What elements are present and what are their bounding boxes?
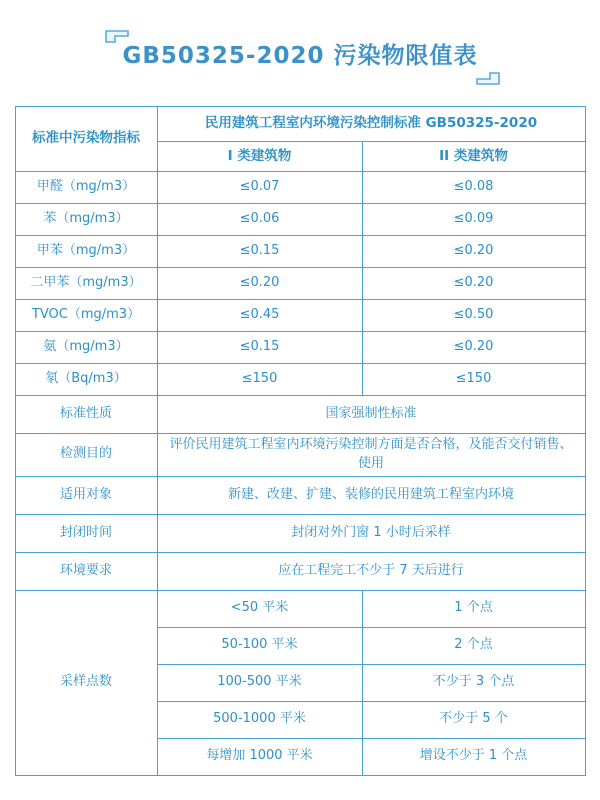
pollutant-name: 氨（mg/m3）: [15, 331, 157, 363]
info-label: 环境要求: [15, 552, 157, 590]
info-label: 标准性质: [15, 395, 157, 433]
limit-class1: ≤0.15: [157, 331, 362, 363]
sampling-area: 每增加 1000 平米: [157, 738, 362, 775]
pollutant-name: 苯（mg/m3）: [15, 203, 157, 235]
title-corner-bracket-icon: [105, 30, 129, 43]
table-row-toluene: [15, 235, 585, 267]
limit-class2: ≤0.20: [362, 235, 585, 267]
sampling-area: 500-1000 平米: [157, 701, 362, 738]
pollutant-name: 甲苯（mg/m3）: [15, 235, 157, 267]
table-row-test-purpose: [15, 433, 585, 476]
limit-class1: ≤0.45: [157, 299, 362, 331]
table-row-tvoc: [15, 299, 585, 331]
sampling-points: 不少于 3 个点: [362, 664, 585, 701]
page-title-container: [121, 38, 480, 76]
sampling-area: <50 平米: [157, 590, 362, 627]
sampling-label-cell: 采样点数: [15, 590, 157, 775]
table-header-row: [15, 106, 585, 141]
table-row-closure-time: [15, 514, 585, 552]
pollutant-name: 二甲苯（mg/m3）: [15, 267, 157, 299]
sampling-points: 增设不少于 1 个点: [362, 738, 585, 775]
pollutant-limits-table: [15, 106, 586, 776]
table-row-sampling-1: [15, 590, 585, 627]
limit-class2: ≤0.20: [362, 267, 585, 299]
sampling-points: 2 个点: [362, 627, 585, 664]
info-value: 应在工程完工不少于 7 天后进行: [157, 552, 585, 590]
limit-class2: ≤150: [362, 363, 585, 395]
header-indicator-cell: 标准中污染物指标: [15, 106, 157, 171]
table-row-ammonia: [15, 331, 585, 363]
pollutant-name: 氡（Bq/m3）: [15, 363, 157, 395]
title-corner-bracket-icon: [476, 72, 500, 85]
info-label: 封闭时间: [15, 514, 157, 552]
info-value: 评价民用建筑工程室内环境污染控制方面是否合格，及能否交付销售、使用: [157, 433, 585, 476]
limit-class1: ≤150: [157, 363, 362, 395]
page-title: GB50325-2020 污染物限值表: [122, 43, 478, 69]
header-class2-cell: II 类建筑物: [362, 141, 585, 171]
limit-class1: ≤0.15: [157, 235, 362, 267]
table-row-benzene: [15, 203, 585, 235]
limit-class1: ≤0.07: [157, 171, 362, 203]
pollutant-name: 甲醛（mg/m3）: [15, 171, 157, 203]
limit-class2: ≤0.50: [362, 299, 585, 331]
limit-class2: ≤0.09: [362, 203, 585, 235]
pollutant-name: TVOC（mg/m3）: [15, 299, 157, 331]
header-standard-cell: 民用建筑工程室内环境污染控制标准 GB50325-2020: [157, 106, 585, 141]
table-row-radon: [15, 363, 585, 395]
limit-class1: ≤0.06: [157, 203, 362, 235]
table-row-standard-nature: [15, 395, 585, 433]
info-value: 新建、改建、扩建、装修的民用建筑工程室内环境: [157, 476, 585, 514]
info-value: 国家强制性标准: [157, 395, 585, 433]
limit-class1: ≤0.20: [157, 267, 362, 299]
sampling-points: 1 个点: [362, 590, 585, 627]
header-class1-cell: I 类建筑物: [157, 141, 362, 171]
info-label: 检测目的: [15, 433, 157, 476]
limit-class2: ≤0.08: [362, 171, 585, 203]
limit-class2: ≤0.20: [362, 331, 585, 363]
table-row-xylene: [15, 267, 585, 299]
table-row-environment-requirement: [15, 552, 585, 590]
info-value: 封闭对外门窗 1 小时后采样: [157, 514, 585, 552]
sampling-area: 100-500 平米: [157, 664, 362, 701]
sampling-area: 50-100 平米: [157, 627, 362, 664]
info-label: 适用对象: [15, 476, 157, 514]
table-row-formaldehyde: [15, 171, 585, 203]
table-row-applicable-object: [15, 476, 585, 514]
sampling-points: 不少于 5 个: [362, 701, 585, 738]
